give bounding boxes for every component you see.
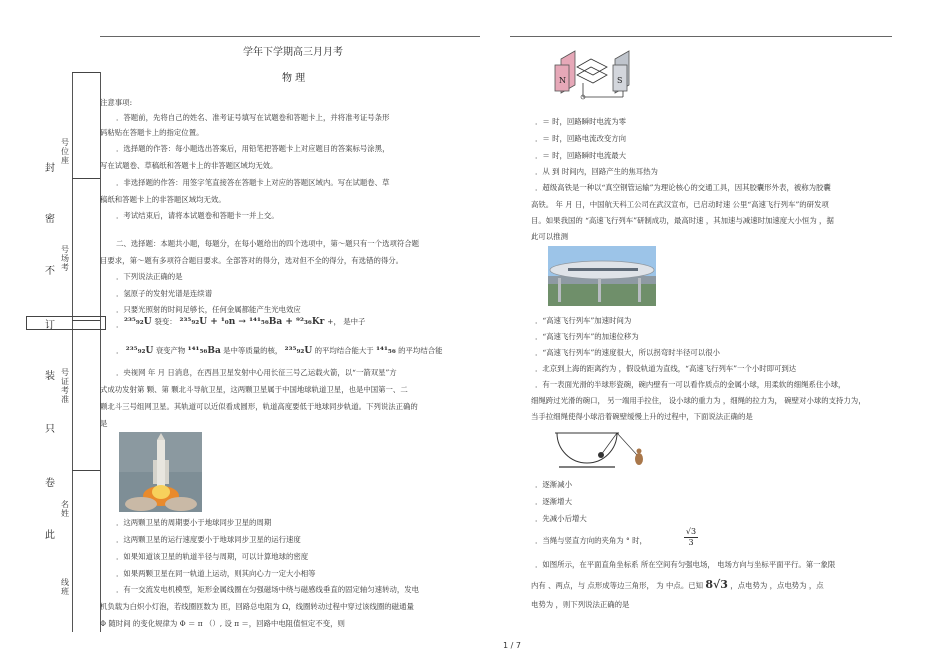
q5-option-a: ．逐渐减小 — [535, 480, 572, 489]
q1-option-a: ．氢原子的发射光谱是连续谱 — [116, 289, 213, 298]
q5-line: ．有一表面光滑的半球形瓷碗，碗内壁有一可以看作质点的金属小球，用柔软的细绳系住小球， — [535, 380, 846, 389]
exam-subject: 物 理 — [282, 73, 306, 84]
rocket-launch-image — [119, 432, 202, 512]
q4-line: 高铁。 年 月 日，中国航天科工公司在武汉宣布，已启动时速 公里“高速飞行列车”的研发项 — [531, 200, 829, 209]
q4-option-c: ．“高速飞行列车”的速度很大，所以拐弯时半径可以很小 — [535, 348, 720, 357]
side-label-ticket: 号证考准 — [61, 368, 69, 404]
q5-option-d: ．当绳与竖直方向的夹角为 ° 时， — [535, 536, 647, 545]
q3-line: Φ 随时间 的变化规律为 Φ ＝ π （）, 设 π ＝，回路中电阻值恒定不变，则 — [100, 619, 345, 628]
side-label-seal: 封 — [45, 163, 55, 174]
q1-stem: ．下列说法正确的是 — [116, 272, 183, 281]
q3-option-b: ．＝ 时，回路电流改变方向 — [535, 134, 627, 143]
q4-line: 此可以推测 — [531, 232, 568, 241]
svg-text:N: N — [559, 76, 566, 85]
top-rule-left — [100, 36, 480, 37]
notice-item: ．非选择题的作答：用签字笔直接答在答题卡上对应的答题区域内。写在试题卷、草 — [116, 178, 390, 187]
q1-c-equation: ²³⁵₉₂U 裂变： ²³⁵₉₂U + ¹₀n → ¹⁴¹₅₆Ba + ⁹²₃₆Kr +， 是中子 — [124, 317, 366, 327]
notice-heading: 注意事项: — [100, 98, 133, 107]
q1-option-d: ． ²³⁵₉₂U 衰变产物 ¹⁴¹₅₆Ba 是中等质量的核， ²³⁵₉₂U 的平均结合能大于 ¹⁴¹₅₆ 的平均结合能 — [116, 346, 443, 356]
side-label-class: 线班 — [61, 578, 69, 596]
binding-line-right — [100, 72, 101, 632]
section-intro: 目要求，第～题有多项符合题目要求。全部答对的得分，选对但不全的得分，有选错的得分。 — [100, 256, 404, 265]
q4-line: 目。如果我国的 “高速飞行列车”研制成功，最高时速 ，其加速与减速时加速度大小恒为 ，据 — [531, 216, 834, 225]
q4-option-d: ．北京到上海的距离约为 ，假设轨道为直线，“高速飞行列车”一个小时即可到达 — [535, 364, 797, 373]
q5-line: 当手拉细绳使得小球沿着碗壁缓慢上升的过程中，下面说法正确的是 — [531, 412, 753, 421]
q6-line: ．如图所示，在平面直角坐标系 所在空间有匀强电场， 电场方向与坐标平面平行。第一象限 — [535, 560, 836, 569]
page-number: 1 / 7 — [503, 641, 521, 650]
q3-option-c: ．＝ 时，回路瞬时电流最大 — [535, 151, 627, 160]
side-label-exam-room: 号场考 — [61, 245, 69, 272]
side-label-bind: 订 — [45, 320, 55, 331]
q5-fraction: √3 3 — [685, 527, 697, 547]
q2-option-d: ．如果两颗卫星在同一轨道上运动，则其向心力一定大小相等 — [116, 569, 316, 578]
q2-option-b: ．这两颗卫星的运行速度要小于地球同步卫星的运行速度 — [116, 535, 301, 544]
q5-option-c: ．先减小后增大 — [535, 514, 587, 523]
section-intro: 二、选择题：本题共小题，每题分，在每小题给出的四个选项中，第～题只有一个选项符合题 — [116, 239, 420, 248]
q6-line2: 内有 、两点，与 点形成等边三角形， 为 中点。已知 8√3 ，点电势为 ，点电势为 ，点 — [531, 578, 824, 591]
svg-text:S: S — [617, 76, 623, 85]
side-label-name: 名姓 — [61, 500, 69, 518]
side-label-secret: 密 — [45, 214, 55, 225]
side-label-not: 不 — [45, 266, 55, 277]
side-label-volume: 卷 — [45, 478, 55, 489]
top-rule-right — [510, 36, 892, 37]
side-label-only: 只 — [45, 424, 55, 435]
notice-item: ．答题前，先将自己的姓名、准考证号填写在试题卷和答题卡上，并将准考证号条形 — [116, 113, 390, 122]
q2-line: 是 — [100, 419, 108, 428]
q1-option-c: ． — [116, 320, 124, 329]
q3-option-d: ．从 到 时间内，回路产生的焦耳热为 — [535, 167, 658, 176]
q2-line: ．央视网 年 月 日消息，在西昌卫星发射中心用长征三号乙运载火箭，以“一箭双星”方 — [116, 368, 397, 377]
q2-option-c: ．如果知道该卫星的轨道半径与周期，可以计算地球的密度 — [116, 552, 309, 561]
q4-option-b: ．“高速飞行列车”的加速位移为 — [535, 332, 639, 341]
q5-line: 细绳跨过光滑的碗口， 另一端用手拉住， 设小球的重力为 ，细绳的拉力为， 碗壁对小球的支持力为， — [531, 396, 866, 405]
q4-line: ．超级高铁是一种以“真空钢管运输”为理论核心的交通工具，因其胶囊形外表，被称为胶囊 — [535, 183, 831, 192]
q2-line: 颗北斗三号组网卫星。其轨道可以近似看成圆形，轨道高度要低于地球同步轨道。下列说法正确的 — [100, 402, 418, 411]
q4-option-a: ．“高速飞行列车”加速时间为 — [535, 316, 632, 325]
q3-line: ．有一交流发电机模型，矩形金属线圈在匀强磁场中绕与磁感线垂直的固定轴匀速转动，发电 — [116, 585, 420, 594]
q5-option-b: ．逐渐增大 — [535, 497, 572, 506]
side-label-seat: 号位座 — [61, 138, 69, 165]
hemisphere-bowl-diagram — [551, 427, 651, 475]
q2-option-a: ．这两颗卫星的周期要小于地球同步卫星的周期 — [116, 518, 272, 527]
q3-line: 机负载为白炽小灯泡，若线圈匝数为 匝，回路总电阻为 Ω，线圈转动过程中穿过该线圈的磁通量 — [100, 602, 414, 611]
notice-item: ．考试结束后，请将本试题卷和答题卡一并上交。 — [116, 211, 279, 220]
notice-item: 稿纸和答题卡上的非答题区域均无效。 — [100, 195, 226, 204]
generator-diagram — [553, 45, 638, 105]
notice-item: 写在试题卷、草稿纸和答题卡上的非答题区域均无效。 — [100, 161, 278, 170]
q2-line: 式成功发射第 颗、第 颗北斗导航卫星，这两颗卫星属于中国地球轨道卫星，也是中国第一、二 — [100, 385, 408, 394]
side-label-this: 此 — [45, 530, 55, 541]
exam-title: 学年下学期高三月月考 — [243, 47, 343, 58]
q6-line: 电势为 ，则下列说法正确的是 — [531, 600, 630, 609]
notice-item: 码粘贴在答题卡上的指定位置。 — [100, 128, 204, 137]
side-label-bind-box — [26, 316, 106, 330]
binding-line-left — [72, 72, 73, 632]
hyperloop-train-image — [548, 246, 656, 306]
side-label-pack: 装 — [45, 371, 55, 382]
notice-item: ．选择题的作答：每小题选出答案后，用铅笔把答题卡上对应题目的答案标号涂黑， — [116, 144, 390, 153]
q3-option-a: ．＝ 时，回路瞬时电流为零 — [535, 117, 627, 126]
q1-option-b: ．只要光照射的时间足够长，任何金属都能产生光电效应 — [116, 305, 301, 314]
